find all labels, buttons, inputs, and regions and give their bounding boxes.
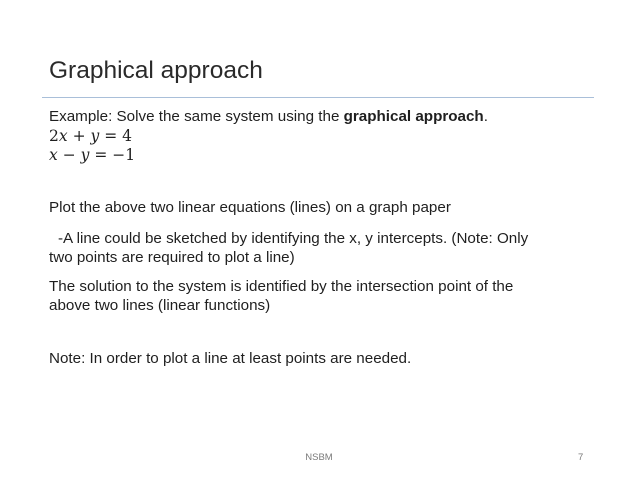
title-divider [42, 97, 594, 98]
plot-instruction: Plot the above two linear equations (lines) on a graph paper [49, 199, 451, 216]
note-line: Note: In order to plot a line at least points are needed. [49, 350, 412, 367]
sketch-note-line-1: -A line could be sketched by identifying the x, y intercepts. (Note: Only [58, 230, 529, 247]
footer-label: NSBM [305, 452, 333, 463]
equation-1: 2x + y = 4 [49, 127, 133, 145]
equation-2: x − y = −1 [49, 146, 136, 164]
slide-title: Graphical approach [49, 57, 263, 84]
page-number: 7 [578, 452, 584, 463]
solution-line-2: above two lines (linear functions) [49, 297, 271, 314]
example-suffix: . [483, 108, 488, 125]
example-line [49, 107, 488, 127]
solution-line-1: The solution to the system is identified by the intersection point of the [49, 278, 514, 295]
example-bold: graphical approach [343, 108, 484, 125]
sketch-note-line-2: two points are required to plot a line) [49, 249, 295, 266]
example-prefix: Example: Solve the same system using the [49, 108, 344, 125]
